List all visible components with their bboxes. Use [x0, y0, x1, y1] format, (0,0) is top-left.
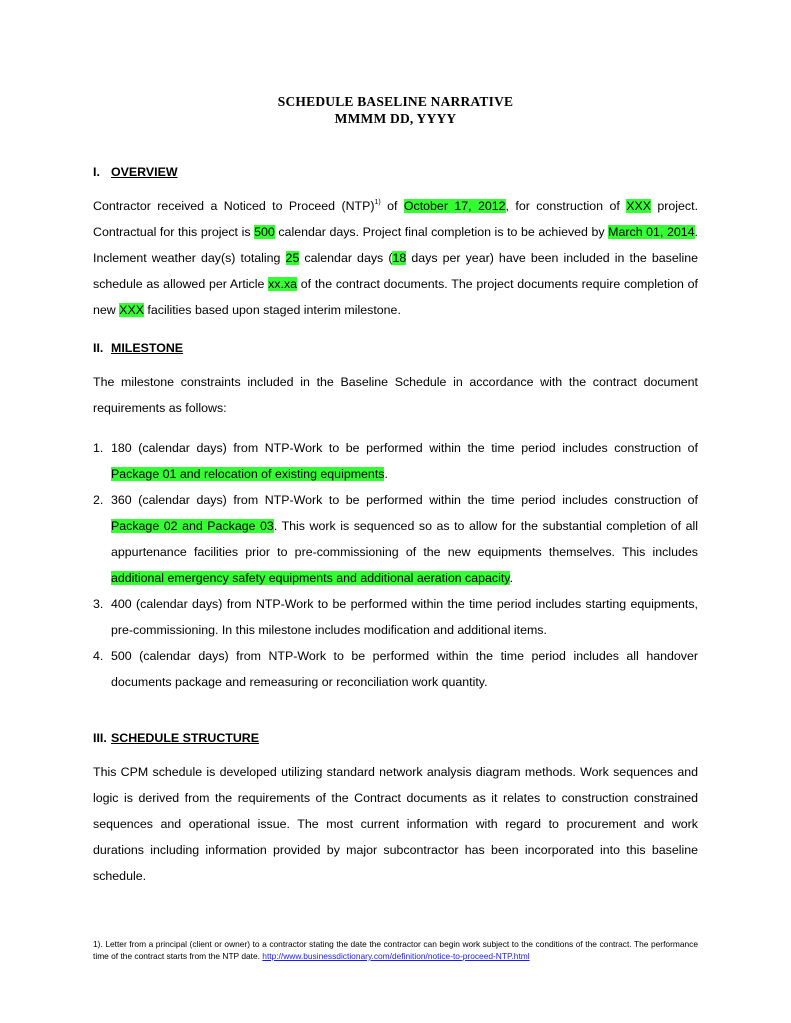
- footnote-reference: 1): [374, 199, 381, 206]
- highlight-calendar-days: 500: [254, 225, 275, 239]
- document-date: MMMM DD, YYYY: [334, 111, 457, 126]
- highlight-days-per-year: 18: [392, 251, 407, 265]
- overview-text: , for construction of: [505, 199, 627, 213]
- document-title: SCHEDULE BASELINE NARRATIVE: [277, 94, 514, 109]
- structure-heading: [93, 729, 698, 747]
- milestone-item: [93, 643, 698, 695]
- milestone-item-text: 500 (calendar days) from NTP-Work to be performed within the time period includes all handover documents package and remeasuring or reconciliation work quantity.: [111, 649, 698, 689]
- overview-text: facilities based upon staged interim milestone.: [143, 303, 401, 317]
- footnote-text: Letter from a principal (client or owner) to a contractor stating the date the contractor can begin work subject to the conditions of the contract. The performance time of the contract starts from the NTP date.: [93, 939, 698, 961]
- milestone-item-number: 3.: [93, 597, 104, 611]
- milestone-item-number: 2.: [93, 493, 104, 507]
- overview-text: . Inclement weather day(s) totaling: [93, 225, 698, 265]
- highlight-facilities: XXX: [119, 303, 144, 317]
- overview-text: of the contract documents. The project documents require completion of new: [93, 277, 698, 317]
- milestone-item-text: 400 (calendar days) from NTP-Work to be performed within the time period includes starting equipments, pre-commissioning. In this milestone includes modification and additional items.: [111, 597, 698, 637]
- footnote: [93, 938, 698, 962]
- overview-paragraph: [93, 193, 698, 323]
- footnote-number: 1).: [93, 939, 103, 949]
- highlight-project-name: XXX: [626, 199, 651, 213]
- overview-text: calendar days. Project final completion is to be achieved by: [274, 225, 609, 239]
- structure-heading-label: SCHEDULE STRUCTURE: [111, 731, 260, 745]
- milestone-heading: [93, 339, 698, 357]
- footnote-link[interactable]: http://www.businessdictionary.com/definition/notice-to-proceed-NTP.html: [262, 951, 530, 961]
- highlight-ntp-date: October 17, 2012: [403, 199, 506, 213]
- structure-heading-number: III.: [93, 731, 107, 745]
- overview-text: project. Contractual for this project is: [93, 199, 699, 239]
- milestone-list: [93, 435, 698, 695]
- milestone-item-text: . This work is sequenced so as to allow for the substantial completion of all appurtenance facilities prior to pre-commissioning of the new equipments themselves. This includes: [111, 519, 699, 559]
- milestone-item-text: 180 (calendar days) from NTP-Work to be performed within the time period includes construction of: [111, 441, 698, 455]
- milestone-item-number: 1.: [93, 441, 104, 455]
- highlight-package-02-03: Package 02 and Package 03: [111, 519, 274, 533]
- overview-text: of: [380, 199, 404, 213]
- structure-paragraph: This CPM schedule is developed utilizing standard network analysis diagram methods. Work sequences and logic is derived from the requirements of the Contract documents as it relates to construction constrained sequences and operational issue. The most current information with regard to procurement and work durations including information provided by major subcontractor has been incorporated into this baseline schedule.: [93, 765, 698, 883]
- overview-text: days per year) have been included in the baseline schedule as allowed per Article: [93, 251, 698, 291]
- milestone-item: [93, 591, 698, 643]
- milestone-item-number: 4.: [93, 649, 104, 663]
- overview-heading: [93, 163, 698, 181]
- milestone-item-text: 360 (calendar days) from NTP-Work to be performed within the time period includes construction of: [111, 493, 698, 507]
- highlight-additional-equipment: additional emergency safety equipments and additional aeration capacity: [111, 571, 510, 585]
- highlight-weather-days: 25: [285, 251, 300, 265]
- overview-heading-label: OVERVIEW: [111, 165, 178, 179]
- milestone-item-text: .: [384, 467, 388, 481]
- milestone-heading-number: II.: [93, 341, 104, 355]
- overview-heading-number: I.: [93, 165, 100, 179]
- milestone-item: [93, 487, 698, 591]
- highlight-package-01: Package 01 and relocation of existing equipments: [111, 467, 385, 481]
- milestone-heading-label: MILESTONE: [111, 341, 184, 355]
- document-body: [93, 163, 698, 889]
- milestone-item-text: .: [509, 571, 514, 585]
- highlight-completion-date: March 01, 2014: [608, 225, 695, 239]
- overview-text: calendar days (: [299, 251, 393, 265]
- overview-text: Contractor received a Noticed to Proceed (NTP): [93, 199, 375, 213]
- milestone-intro: The milestone constraints included in the Baseline Schedule in accordance with the contract document requirements as follows:: [93, 375, 698, 415]
- title-block: [93, 93, 698, 127]
- highlight-article: xx.xa: [268, 277, 298, 291]
- milestone-item: [93, 435, 698, 487]
